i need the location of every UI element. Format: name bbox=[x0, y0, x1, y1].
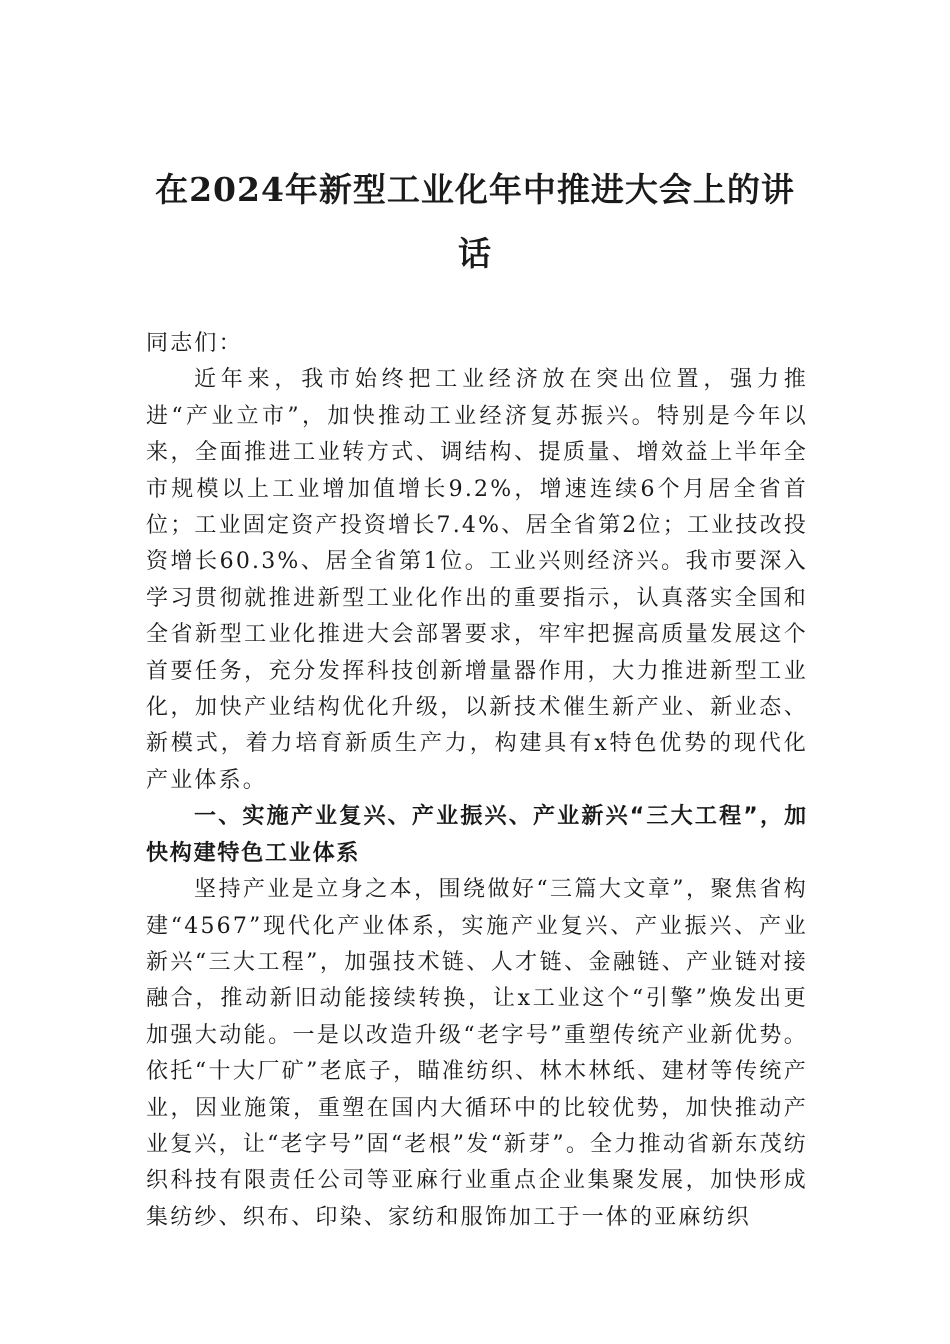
section-heading: 一、实施产业复兴、产业振兴、产业新兴“三大工程”，加快构建特色工业体系 bbox=[146, 804, 808, 866]
salutation: 同志们： bbox=[146, 331, 243, 356]
intro-paragraph: 近年来，我市始终把工业经济放在突出位置，强力推进“产业立市”，加快推动工业经济复苏振兴。特别是今年以来，全面推进工业转方式、调结构、提质量、增效益上半年全市规模以上工业增加值增长9.2%，增速连续6个月居全省首位；工业固定资产投资增长7.4%、居全省第2位；工业技改投资增长60.3%、居全省第1位。工业兴则经济兴。我市要深入学习贯彻就推进新型工业化作出的重要指示，认真落实全国和全省新型工业化推进大会部署要求，牢牢把握高质量发展这个首要任务，充分发挥科技创新增量器作用，大力推进新型工业化，加快产业结构优化升级，以新技术催生新产业、新业态、新模式，着力培育新质生产力，构建具有x特色优势的现代化产业体系。 bbox=[146, 367, 808, 793]
section-paragraph: 坚持产业是立身之本，围绕做好“三篇大文章”，聚焦省构建“4567”现代化产业体系，实施产业复兴、产业振兴、产业新兴“三大工程”，加强技术链、人才链、金融链、产业链对接融合，推动新旧动能接续转换，让x工业这个“引擎”焕发出更加强大动能。一是以改造升级“老字号”重塑传统产业新优势。依托“十大厂矿”老底子，瞄准纺织、林木林纸、建材等传统产业，因业施策，重塑在国内大循环中的比较优势，加快推动产业复兴，让“老字号”固“老根”发“新芽”。全力推动省新东茂纺织科技有限责任公司等亚麻行业重点企业集聚发展，加快形成集纺纱、织布、印染、家纺和服饰加工于一体的亚麻纺织 bbox=[146, 877, 808, 1230]
document-body bbox=[146, 326, 808, 1236]
document-title: 在2024年新型工业化年中推进大会上的讲话 bbox=[155, 170, 795, 273]
